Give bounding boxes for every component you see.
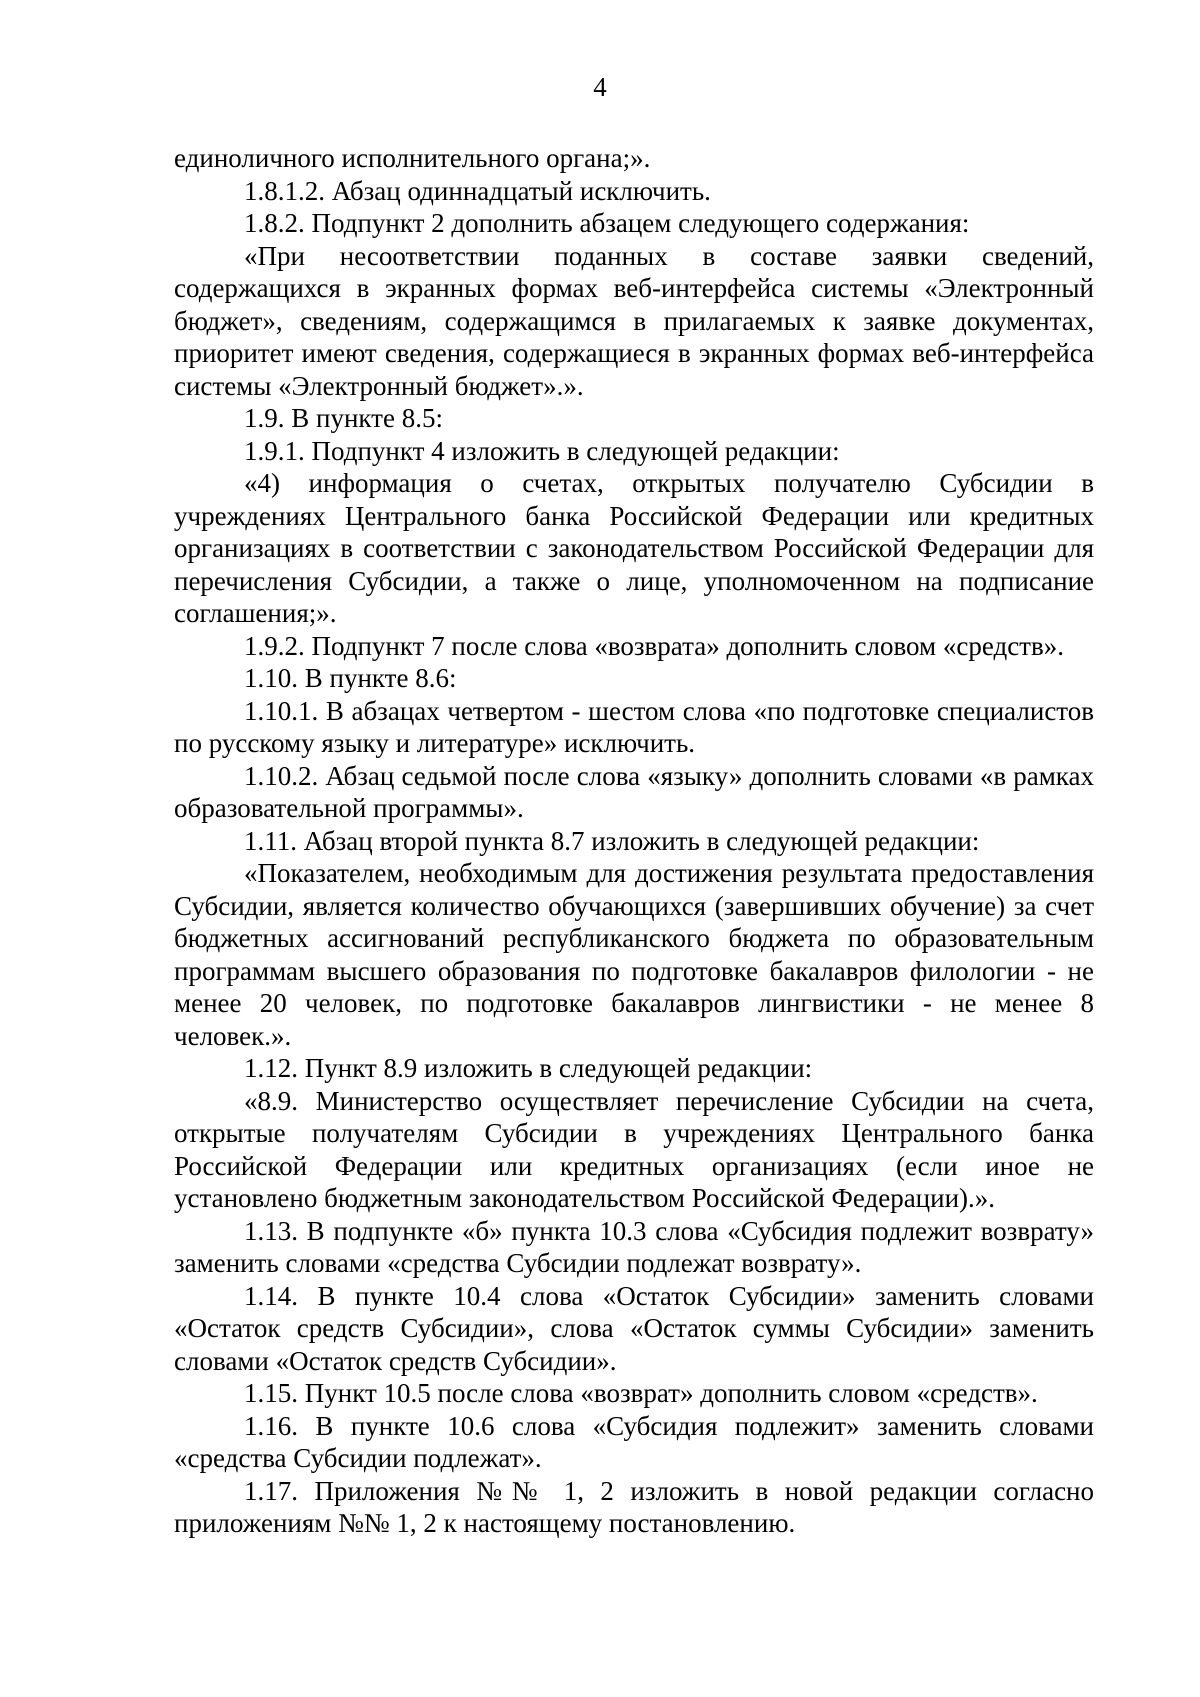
paragraph: 1.12. Пункт 8.9 изложить в следующей редакции:: [244, 1053, 813, 1083]
paragraph: 1.9.1. Подпункт 4 изложить в следующей редакции:: [244, 435, 840, 466]
paragraph: 1.17. Приложения №№ 1, 2 изложить в новой редакции согласно приложениям №№ 1, 2 к настоящему постановлению.: [174, 1475, 1094, 1538]
paragraph: 1.10.2. Абзац седьмой после слова «языку» дополнить словами «в рамках образовательной программы».: [174, 760, 1094, 823]
paragraph: 1.11. Абзац второй пункта 8.7 изложить в следующей редакции:: [244, 825, 980, 856]
document-body: [174, 142, 1094, 1540]
paragraph: 1.13. В подпункте «б» пункта 10.3 слова «Субсидия подлежит возврату» заменить словами «средства Субсидии подлежат возврату».: [174, 1215, 1094, 1278]
paragraph: 1.10.1. В абзацах четвертом - шестом слова «по подготовке специалистов по русскому языку и литературе» исключить.: [174, 695, 1094, 758]
paragraph: 1.8.2. Подпункт 2 дополнить абзацем следующего содержания:: [244, 208, 970, 238]
paragraph: единоличного исполнительного органа;».: [174, 143, 651, 173]
paragraph: «Показателем, необходимым для достижения результата предоставления Субсидии, является количество обучающихся (завершивших обучение) за счет бюджетных ассигнований республиканского бюджета по образовательным программам высшего образования по подготовке бакалавров филологии - не менее 20 человек, по подготовке бакалавров лингвистики - не менее 8 человек.».: [174, 858, 1094, 1051]
paragraph: 1.14. В пункте 10.4 слова «Остаток Субсидии» заменить словами «Остаток средств Субсидии», слова «Остаток суммы Субсидии» заменить словами «Остаток средств Субсидии».: [174, 1280, 1094, 1376]
paragraph: 1.16. В пункте 10.6 слова «Субсидия подлежит» заменить словами «средства Субсидии подлежат».: [174, 1410, 1094, 1473]
paragraph: «4) информация о счетах, открытых получателю Субсидии в учреждениях Центрального банка Российской Федерации или кредитных организациях в соответствии с законодательством Российской Федерации для перечисления Субсидии, а также о лице, уполномоченном на подписание соглашения;».: [174, 468, 1094, 628]
paragraph: 1.15. Пункт 10.5 после слова «возврат» дополнить словом «средств».: [244, 1378, 1038, 1408]
paragraph: 1.9. В пункте 8.5:: [244, 403, 443, 433]
paragraph: «8.9. Министерство осуществляет перечисление Субсидии на счета, открытые получателям Субсидии в учреждениях Центрального банка Российской Федерации или кредитных организациях (если иное не установлено бюджетным законодательством Российской Федерации).».: [174, 1085, 1094, 1213]
paragraph: «При несоответствии поданных в составе заявки сведений, содержащихся в экранных формах веб-интерфейса системы «Электронный бюджет», сведениям, содержащимся в прилагаемых к заявке документах, приоритет имеют сведения, содержащиеся в экранных формах веб-интерфейса системы «Электронный бюджет».».: [174, 240, 1094, 401]
paragraph: 1.10. В пункте 8.6:: [244, 663, 457, 693]
paragraph: 1.8.1.2. Абзац одиннадцатый исключить.: [244, 175, 711, 206]
page-number: 4: [593, 72, 607, 102]
paragraph: 1.9.2. Подпункт 7 после слова «возврата» дополнить словом «средств».: [244, 630, 1064, 661]
